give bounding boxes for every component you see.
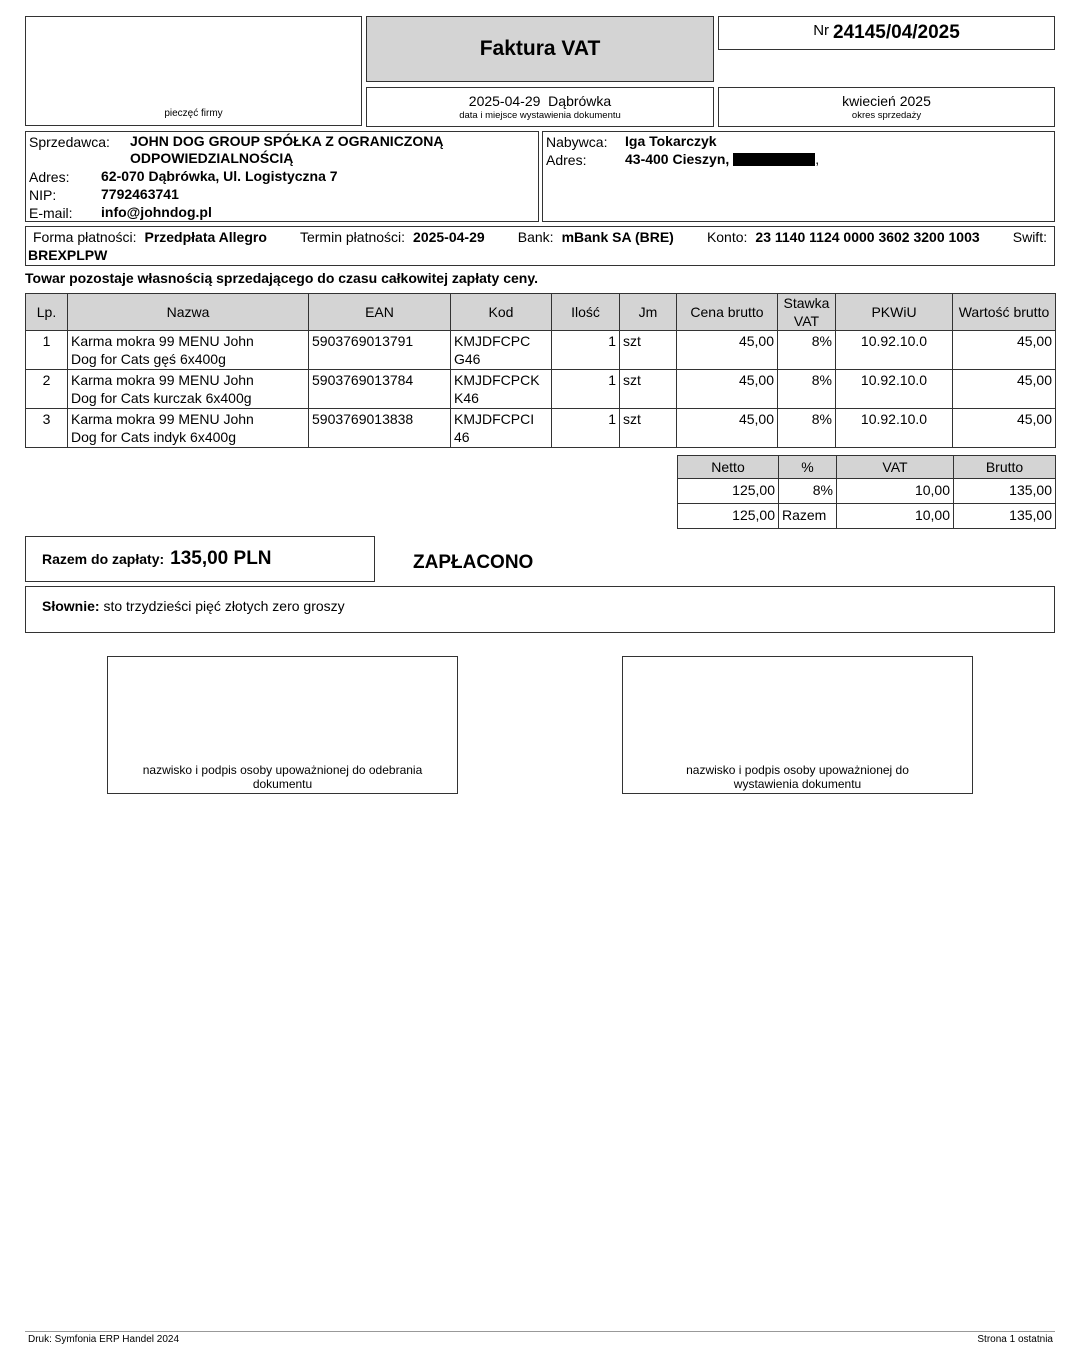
invoice-number: 24145/04/2025: [833, 22, 960, 43]
total-due-value: 135,00 PLN: [170, 548, 272, 569]
row-code: KMJDFCPC G46: [451, 331, 552, 370]
payment-bank: Bank: mBank SA (BRE): [517, 229, 674, 245]
seller-email: info@johndog.pl: [101, 204, 212, 220]
summary-brutto: 135,00: [954, 504, 1056, 529]
seller-name-line1: JOHN DOG GROUP SPÓŁKA Z OGRANICZONĄ: [130, 133, 444, 149]
items-header-row: [26, 294, 1056, 331]
row-name: Karma mokra 99 MENU John Dog for Cats gęś 6x400g: [68, 331, 309, 370]
seller-address: 62-070 Dąbrówka, Ul. Logistyczna 7: [101, 168, 338, 184]
seller-address-label: Adres:: [29, 169, 70, 185]
row-qty: 1: [552, 370, 620, 409]
footer-divider: [25, 1331, 1055, 1332]
buyer-name: Iga Tokarczyk: [625, 133, 717, 149]
col-name: Nazwa: [68, 294, 309, 331]
receiver-signature-label: nazwisko i podpis osoby upoważnionej do odebrania dokumentu: [142, 763, 423, 791]
table-row: [26, 331, 1056, 370]
row-unit: szt: [620, 409, 677, 448]
row-name: Karma mokra 99 MENU John Dog for Cats kurczak 6x400g: [68, 370, 309, 409]
row-lp: 1: [26, 331, 68, 370]
row-pkwiu: 10.92.10.0: [836, 409, 953, 448]
words-value: sto trzydzieści pięć złotych zero groszy: [103, 598, 345, 614]
issue-date-box: [366, 87, 714, 127]
document-title: Faktura VAT: [366, 16, 714, 82]
buyer-box: [542, 131, 1055, 222]
row-lp: 3: [26, 409, 68, 448]
company-stamp-area: [25, 16, 362, 126]
issuer-signature-box: [622, 656, 973, 794]
table-row: [26, 370, 1056, 409]
items-table: [25, 293, 1056, 448]
summary-vat: 10,00: [837, 479, 954, 504]
row-value: 45,00: [953, 370, 1056, 409]
payment-swift: BREXPLPW: [28, 247, 108, 263]
table-row: [678, 504, 1056, 529]
amount-in-words-box: [25, 586, 1055, 633]
summary-rate: Razem: [779, 504, 837, 529]
row-lp: 2: [26, 370, 68, 409]
seller-nip-label: NIP:: [29, 187, 57, 203]
row-qty: 1: [552, 331, 620, 370]
sale-period-label: okres sprzedaży: [851, 110, 922, 121]
row-price: 45,00: [677, 409, 778, 448]
invoice-number-box: [718, 16, 1055, 50]
row-price: 45,00: [677, 331, 778, 370]
summary-netto: 125,00: [678, 504, 779, 529]
col-rate: %: [779, 456, 837, 479]
buyer-address: [625, 151, 819, 167]
issuer-signature-label: nazwisko i podpis osoby upoważnionej do wystawienia dokumentu: [686, 763, 909, 791]
col-netto: Netto: [678, 456, 779, 479]
col-vat-rate: Stawka VAT: [778, 294, 836, 331]
words-label: Słownie:: [42, 598, 100, 614]
buyer-address-text: 43-400 Cieszyn,: [625, 151, 730, 167]
redaction-bar: [733, 153, 815, 166]
table-row: [678, 479, 1056, 504]
col-vat: VAT: [837, 456, 954, 479]
payment-info-box: [25, 226, 1055, 266]
total-due-label: Razem do zapłaty:: [42, 551, 165, 567]
summary-netto: 125,00: [678, 479, 779, 504]
row-unit: szt: [620, 331, 677, 370]
print-info: Druk: Symfonia ERP Handel 2024: [28, 1334, 180, 1345]
sale-period: kwiecień 2025: [842, 93, 931, 109]
col-pkwiu: PKWiU: [836, 294, 953, 331]
col-value: Wartość brutto: [953, 294, 1056, 331]
col-qty: Ilość: [552, 294, 620, 331]
buyer-label: Nabywca:: [546, 134, 608, 150]
row-ean: 5903769013784: [309, 370, 451, 409]
issue-date-place: 2025-04-29 Dąbrówka: [468, 93, 612, 109]
seller-label: Sprzedawca:: [29, 134, 110, 150]
buyer-address-suffix: ,: [815, 151, 820, 167]
payment-swift-label: Swift:: [1012, 229, 1047, 245]
summary-brutto: 135,00: [954, 479, 1056, 504]
row-pkwiu: 10.92.10.0: [836, 331, 953, 370]
row-price: 45,00: [677, 370, 778, 409]
total-due-box: [25, 536, 375, 582]
page-info: Strona 1 ostatnia: [977, 1334, 1053, 1345]
stamp-label: pieczęć firmy: [164, 108, 223, 119]
row-value: 45,00: [953, 409, 1056, 448]
col-lp: Lp.: [26, 294, 68, 331]
row-unit: szt: [620, 370, 677, 409]
row-code: KMJDFCPCI 46: [451, 409, 552, 448]
summary-rate: 8%: [779, 479, 837, 504]
receiver-signature-box: [107, 656, 458, 794]
table-row: [26, 409, 1056, 448]
issue-date-label: data i miejsce wystawienia dokumentu: [459, 110, 621, 121]
row-value: 45,00: [953, 331, 1056, 370]
summary-header-row: [678, 456, 1056, 479]
invoice-number-label: Nr: [813, 21, 830, 39]
row-vat: 8%: [778, 370, 836, 409]
row-ean: 5903769013838: [309, 409, 451, 448]
row-name: Karma mokra 99 MENU John Dog for Cats indyk 6x400g: [68, 409, 309, 448]
seller-nip: 7792463741: [101, 186, 179, 202]
buyer-address-label: Adres:: [546, 152, 587, 168]
row-vat: 8%: [778, 409, 836, 448]
row-ean: 5903769013791: [309, 331, 451, 370]
payment-account: Konto: 23 1140 1124 0000 3602 3200 1003: [706, 229, 980, 245]
col-brutto: Brutto: [954, 456, 1056, 479]
sale-period-box: [718, 87, 1055, 127]
row-pkwiu: 10.92.10.0: [836, 370, 953, 409]
paid-status: ZAPŁACONO: [413, 552, 534, 573]
col-price: Cena brutto: [677, 294, 778, 331]
col-ean: EAN: [309, 294, 451, 331]
vat-summary-table: [677, 455, 1056, 529]
seller-email-label: E-mail:: [29, 205, 73, 221]
row-qty: 1: [552, 409, 620, 448]
summary-vat: 10,00: [837, 504, 954, 529]
col-unit: Jm: [620, 294, 677, 331]
ownership-note: Towar pozostaje własnością sprzedającego do czasu całkowitej zapłaty ceny.: [25, 270, 538, 286]
seller-box: [25, 131, 539, 222]
row-code: KMJDFCPCK K46: [451, 370, 552, 409]
row-vat: 8%: [778, 331, 836, 370]
seller-name-line2: ODPOWIEDZIALNOŚCIĄ: [130, 150, 294, 166]
col-code: Kod: [451, 294, 552, 331]
payment-form: Forma płatności: Przedpłata Allegro: [33, 229, 267, 245]
payment-due: Termin płatności: 2025-04-29: [299, 229, 485, 245]
